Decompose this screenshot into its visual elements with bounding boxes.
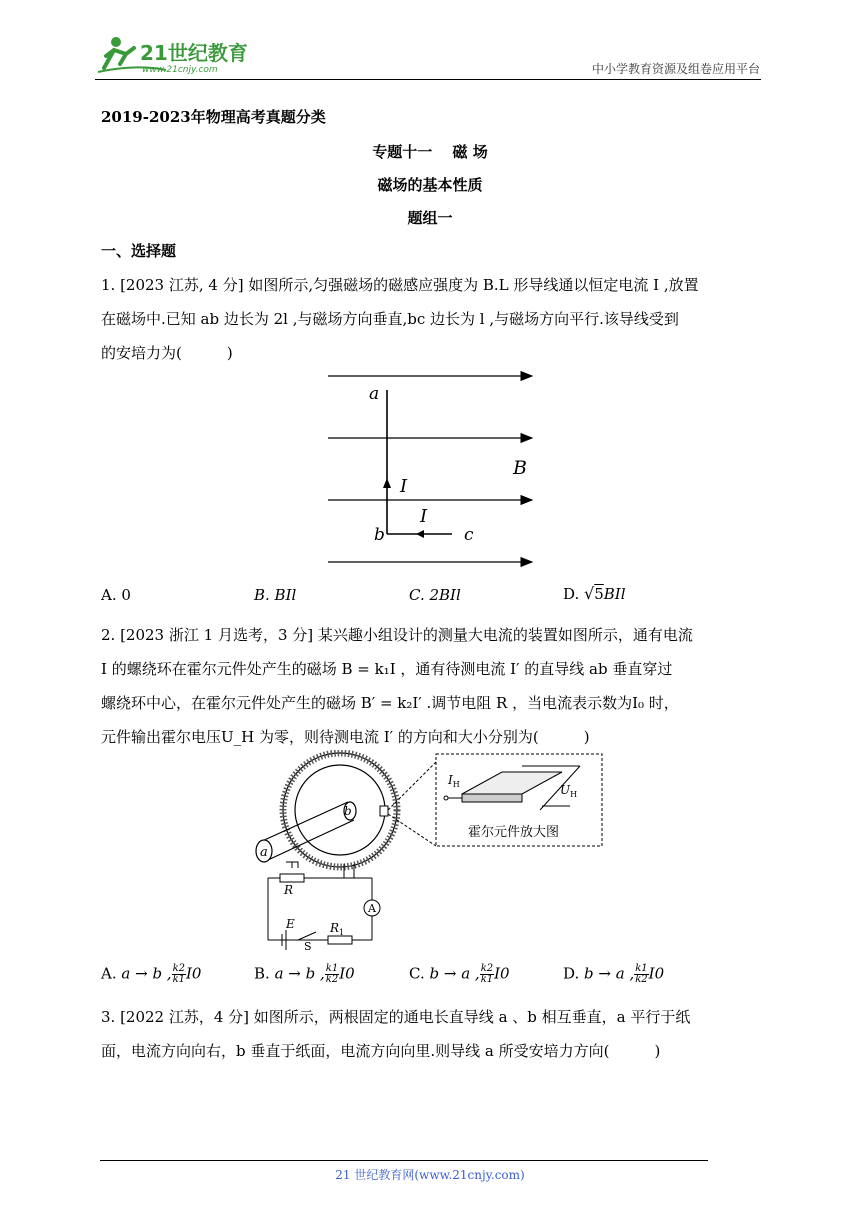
svg-text:霍尔元件放大图: 霍尔元件放大图: [468, 825, 560, 840]
group-title: 题组一: [407, 209, 453, 227]
q2-option-c[interactable]: C. b → a , $\frac{k2}{k1}$ I0: [409, 963, 510, 985]
svg-text:B: B: [513, 457, 527, 479]
q2-figure: [240, 750, 610, 955]
rheostat-r: [280, 874, 304, 882]
q1-option-b[interactable]: B. BIl: [254, 586, 297, 604]
q1-figure: [320, 368, 540, 573]
header-divider: [95, 79, 761, 80]
platform-name: 中小学教育资源及组卷应用平台: [591, 62, 760, 76]
svg-text:R1: $R_1$: [330, 921, 345, 937]
svg-text:a: a: [260, 845, 268, 860]
current-up-arrow-icon: [383, 478, 391, 488]
doc-title: 2019-2023年物理高考真题分类: [101, 108, 326, 126]
svg-text:S: S: [304, 940, 312, 953]
subtopic-title: 磁场的基本性质: [377, 176, 483, 194]
topic-title: 专题十一 磁 场: [372, 143, 488, 161]
section-title: 一、选择题: [101, 242, 177, 260]
q3-line-1: 3. [2022 江苏，4 分] 如图所示，两根固定的通电长直导线 a 、b 相互垂直，a 平行于纸: [101, 1008, 691, 1026]
resistor-r1: [328, 936, 352, 944]
footer-divider: [100, 1160, 708, 1161]
q1-line-2: 在磁场中.已知 ab 边长为 2l ,与磁场方向垂直,bc 边长为 l ,与磁场方向平行.该导线受到: [101, 310, 679, 328]
site-logo: [96, 34, 256, 76]
svg-text:b: b: [374, 525, 385, 545]
svg-text:A: A: [368, 902, 376, 915]
q1-option-a[interactable]: A. 0: [101, 586, 131, 604]
svg-text:b: b: [344, 804, 352, 818]
q1-option-d[interactable]: D. √5BIl: [563, 584, 626, 603]
q3-line-2: 面，电流方向向右，b 垂直于纸面，电流方向向里.则导线 a 所受安培力方向( ): [101, 1042, 661, 1060]
footer-link[interactable]: 21 世纪教育网(www.21cnjy.com): [335, 1168, 525, 1182]
svg-text:I: I: [400, 476, 408, 497]
q1-option-c[interactable]: C. 2BIl: [409, 586, 461, 604]
svg-text:E: E: [286, 917, 295, 931]
logo-runner-head-icon: [111, 37, 121, 47]
svg-text:a: a: [369, 384, 380, 404]
q2-line-4: 元件输出霍尔电压U_H 为零，则待测电流 I′ 的方向和大小分别为( ): [101, 728, 590, 746]
svg-text:UH: $U_H$: [560, 783, 578, 799]
q2-line-2: I 的螺绕环在霍尔元件处产生的磁场 B = k₁I ，通有待测电流 I′ 的直导线 ab 垂直穿过: [101, 660, 673, 678]
q1-line-3: 的安培力为( ): [101, 344, 233, 362]
current-left-arrow-icon: [416, 530, 424, 538]
svg-text:www.21cnjy.com: www.21cnjy.com: [142, 65, 218, 75]
svg-text:c: c: [464, 525, 474, 545]
q2-line-1: 2. [2023 浙江 1 月选考，3 分] 某兴趣小组设计的测量大电流的装置如图所示，通有电流: [101, 626, 693, 644]
q2-line-3: 螺绕环中心，在霍尔元件处产生的磁场 B′ = k₂I′ .调节电阻 R ，当电流表示数为I₀ 时，: [101, 694, 679, 712]
svg-text:21世纪教育: 21世纪教育: [140, 41, 248, 65]
svg-text:I: I: [420, 506, 428, 527]
q2-option-d[interactable]: D. b → a , $\frac{k1}{k2}$ I0: [563, 963, 665, 985]
svg-text:IH: $I_H$: [448, 773, 460, 789]
q2-option-a[interactable]: A. a → b , $\frac{k2}{k1}$ I0: [101, 963, 202, 985]
q2-option-b[interactable]: B. a → b , $\frac{k1}{k2}$ I0: [254, 963, 355, 985]
svg-text:R: R: [284, 883, 294, 897]
q1-line-1: 1. [2023 江苏, 4 分] 如图所示,匀强磁场的磁感应强度为 B.L 形导线通以恒定电流 I ,放置: [101, 276, 699, 294]
